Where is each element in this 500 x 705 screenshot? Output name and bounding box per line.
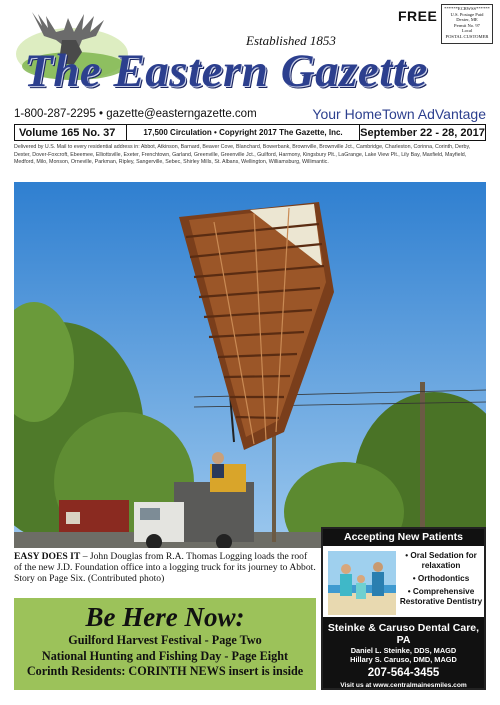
newspaper-title: The Eastern Gazette [24, 45, 428, 97]
ad-service: • Oral Sedation for relaxation [405, 551, 477, 570]
volume-number: Volume 165 No. 37 [15, 125, 127, 140]
ad-footer [323, 617, 484, 688]
caption-lead: EASY DOES IT [14, 551, 81, 562]
practice-website: Visit us at www.centralmainesmiles.com [340, 682, 467, 689]
photo-caption [14, 551, 316, 585]
family-photo [328, 551, 396, 615]
delivery-area-text: Delivered by U.S. Mail to every residential address in: Abbot, Atkinson, Barnard, Beaver Cove, Blanchard, Bowerbank, Brownville, Brownville Jct., Cambridge, Charleston, Corinna, Corinth, Derby, Dexter, Dover-Foxcroft, Ebeemee, Elliottsville, Exeter, Frenchtown, Garland, Greenville, Greenville Jct., Guilford, Harmony, Kingsbury Plt., LaGrange, Lake View Plt., Lily Bay, Maxfield, Mayfield, Medford, Milo, Monson, Orneville, Parkman, Ripley, Sangerville, Sebec, Shirley Mills, St. Albans, Wellington, Williamsburg, Willimantic. [14, 144, 471, 166]
be-here-item: Guilford Harvest Festival - Page Two [68, 633, 262, 647]
free-label: FREE [398, 8, 438, 24]
issue-info-bar [14, 124, 486, 141]
contact-line: 1-800-287-2295 • gazette@easterngazette.com [14, 108, 257, 120]
ad-service: • Comprehensive Restorative Dentistry [399, 587, 483, 606]
doctor-name: Daniel L. Steinke, DDS, MAGD [350, 646, 457, 655]
dental-advertisement [321, 527, 486, 690]
established-label: Established 1853 [246, 33, 336, 48]
practice-phone: 207-564-3455 [367, 667, 440, 679]
be-here-now-banner [14, 598, 316, 690]
roof-lift-photo [14, 182, 486, 548]
be-here-item: National Hunting and Fishing Day - Page Eight [41, 648, 289, 663]
be-here-item: Corinth Residents: CORINTH NEWS insert is inside [26, 664, 304, 678]
be-here-now-title: Be Here Now: [85, 602, 245, 632]
masthead [0, 0, 500, 122]
ad-services-list [397, 551, 485, 610]
ad-header: Accepting New Patients [323, 529, 484, 546]
practice-name: Steinke & Caruso Dental Care, PA [327, 622, 480, 646]
postal-indicia: ******ECRWSS****** U.S. Postage Paid Dexter, ME Permit No. 97 Local POSTAL CUSTOMER [441, 4, 493, 44]
doctor-name: Hillary S. Caruso, DMD, MAGD [350, 655, 457, 664]
circulation-copyright: 17,500 Circulation • Copyright 2017 The Gazette, Inc. [143, 128, 343, 137]
issue-date: September 22 - 28, 2017 [360, 126, 485, 139]
caption-text: – John Douglas from R.A. Thomas Logging loads the roof of the new J.D. Foundation office into a logging truck for its journey to Abbot. Story on Page Six. (Contributed photo) [14, 551, 316, 585]
ad-service: • Orthodontics [412, 574, 470, 583]
slogan: Your HomeTown AdVantage [312, 106, 486, 122]
cover-photo [14, 182, 486, 548]
